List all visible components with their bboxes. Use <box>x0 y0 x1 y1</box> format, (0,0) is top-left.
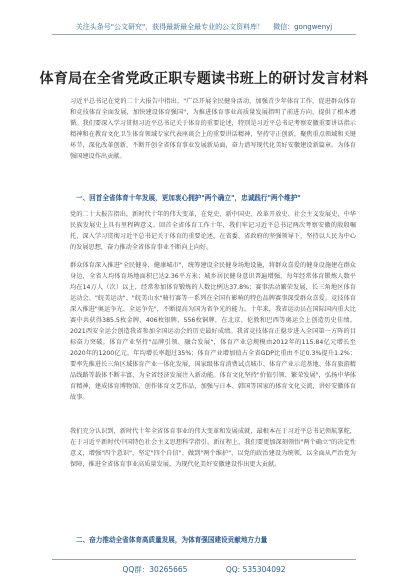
banner-wechat-text: 微信：gongwenyj <box>273 23 333 31</box>
footer-qq-contact: QQ: 535304092 <box>225 565 286 574</box>
banner-promo-text: 关注头条号"公文研究"，获得最新最全最专业的公文资料库！ <box>75 23 265 31</box>
footer-qq-group: QQ群：30265665 <box>122 565 188 574</box>
bottom-divider <box>52 559 356 560</box>
intro-paragraph: 习近平总书记在党的二十大报告中指出，"广泛开展全民健身活动，加强青少年体育工作，促进群众体育和竞技体育全面发展，加快建设体育强国"，为推进体育事业高质量发展指明了前进方向、提供了根本遵循。我们要深入学习贯彻习近平总书记关于体育的重要论述，特别是习近平总书记考察安徽重要讲话指示精神和在教育文化卫生体育领域专家代表座谈会上的重要讲话精神，坚持守正创新，聚焦重点领域和关键环节，深化改革创新，不断开创全省体育事业发展新局面，奋力谱写现代化美好安徽建设新篇章。为体育强国建设作出贡献。 <box>70 98 356 160</box>
section-heading-1: 一、回首全省体育十年发展，更加衷心拥护"两个确立"，忠诚践行"两个维护" <box>76 194 301 202</box>
document-title: 体育局在全省党政正职专题读书班上的研讨发言材料 <box>39 71 369 87</box>
section1-paragraph-1: 党的二十大报告指出，新时代十年的伟大变革，在党史、新中国史、改革开放史、社会主义发展史、中华民族发展史上具有里程碑意义。回首全省体育工作十年，我们牢记习近平总书记两次考察安徽的殷殷嘱托，深入学习贯彻习近平总书记关于体育的重要论述，在省委、省政府的坚强领导下，坚持以人民为中心的发展思想，奋力推动全省体育事业不断向上向好。 <box>70 211 356 251</box>
section-heading-2: 二、奋力推动全省体育高质量发展，为体育强国建设贡献地方力量 <box>76 536 268 544</box>
top-divider <box>52 34 356 35</box>
section1-paragraph-3: 我们充分认识到，新时代十年全省体育事业的伟大变革和发展成就，最根本在于习近平总书记领航掌舵，在于习近平新时代中国特色社会主义思想科学指引。新征程上，我们要更加深刻领悟"两个确立"的决定性意义，增强"四个意识"、坚定"四个自信"、做到"两个维护"，以党的政治建设为统领，以全面从严治党为保障，推进全省体育事业高质量发展，为现代化美好安徽建设作出更大贡献。 <box>70 428 356 468</box>
footer <box>0 564 408 575</box>
top-banner <box>0 22 408 32</box>
section1-paragraph-2: 群众体育深入推进"全民健身，健康城市"，统筹建设全民健身场地设施，将群众喜爱的健身设施建在群众身边，全省人均体育场地面积已达2.36平方米；城乡居民健身意识普遍增强，每年经常体育锻炼人数平均在14万人（次）以上，经常参加体育锻炼的人数比例达37.8%；赛事活动繁荣发展，长三角地区体育运动会、"皖美运动"、"皖美山水"骑行赛等一系列在全国有影响的特色品牌赛事深受群众喜爱。竞技体育深入推进"奥运争光、全运争先"，不断提高为国为省争光的能力。十年来，我省运动员在国际国内重大比赛中共获得385.5枚金牌、406枚银牌、556枚铜牌，在北京、伦敦和巴西等奥运会上创造历史佳绩。2021西安全运会创造我省参加全国运动会的历史最好成绩。我省竞技体育正稳步进入全国第一方阵的目标奋力突破。体育产业坚持"品牌引领、融合发展"，体育产业总规模由2012年的115.84亿元增长至2020年的1200亿元，年均增长率超过35%；体育产业增加值占全省GDP比重由不足0.3%提升1.2%；要率先推进长三角区域体育产业一体化发展，国家级体育消费试点城市、体育产业示范基地、体育旅游精品线路等载体不断丰富，为全省经济发展注入新动能。体育文化坚持"价值引领、繁荣发展"，弘扬中华体育精神，建成体育博物馆、创作体育文艺作品，加强与日本、韩国等国家的体育文化交流，讲好安徽体育故事。 <box>70 262 356 401</box>
